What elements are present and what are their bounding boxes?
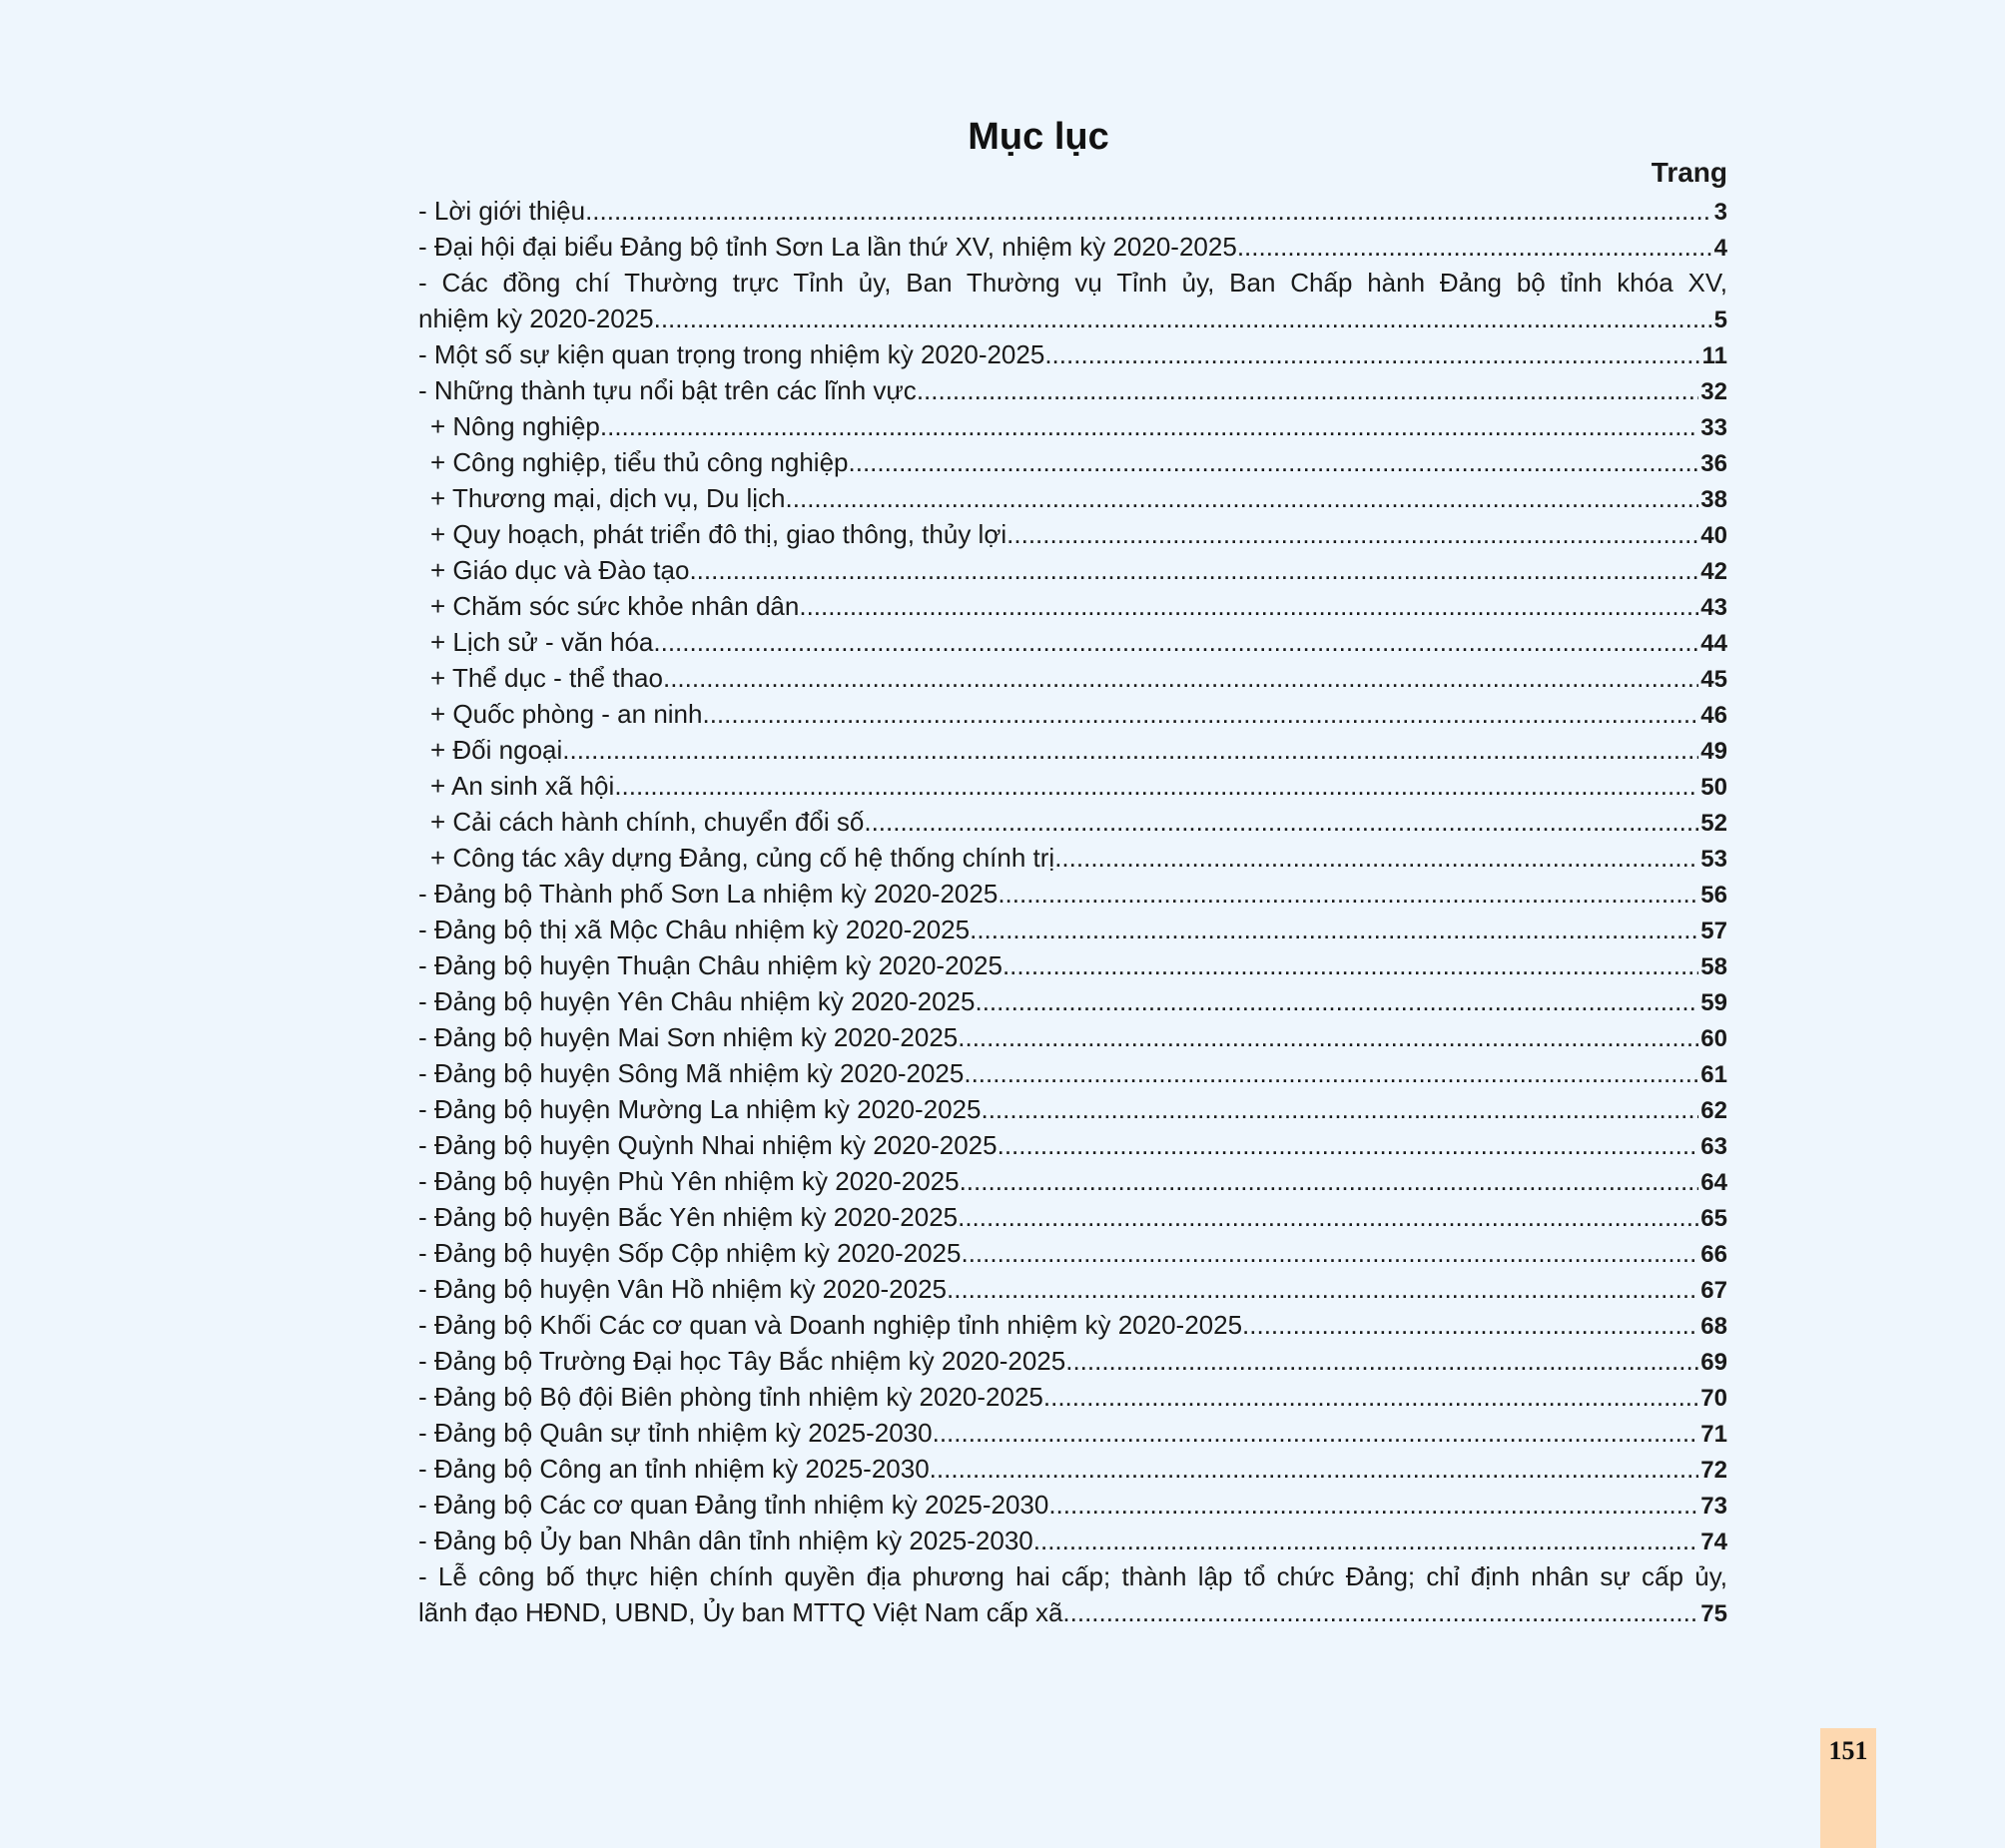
toc-entry-page: 65 xyxy=(1700,1205,1727,1232)
dot-leader xyxy=(1006,516,1698,552)
toc-entry-row xyxy=(418,1343,1727,1379)
toc-entry-label: - Một số sự kiện quan trọng trong nhiệm kỳ 2020-2025 xyxy=(418,339,1045,369)
toc-entry-page: 68 xyxy=(1700,1313,1727,1340)
toc-entry-row xyxy=(418,1271,1727,1307)
dot-leader xyxy=(1043,1379,1698,1415)
toc-entry-row xyxy=(418,696,1727,732)
dot-leader xyxy=(585,193,1712,229)
toc-entry-row xyxy=(418,624,1727,660)
toc-entry[interactable] xyxy=(418,840,1727,876)
dot-leader xyxy=(614,768,1698,804)
toc-entry-row xyxy=(418,1235,1727,1271)
toc-entry-row xyxy=(418,229,1727,265)
table-of-contents xyxy=(418,193,1727,1630)
toc-entry-row xyxy=(418,732,1727,768)
toc-entry-label: - Đảng bộ huyện Bắc Yên nhiệm kỳ 2020-2025 xyxy=(418,1202,959,1232)
page-number-tab xyxy=(1820,1728,1876,1848)
toc-entry-row xyxy=(418,768,1727,804)
toc-entry-page: 33 xyxy=(1700,414,1727,441)
toc-entry-row xyxy=(418,1307,1727,1343)
toc-entry-page: 49 xyxy=(1700,738,1727,765)
toc-entry-page: 45 xyxy=(1700,666,1727,693)
dot-leader xyxy=(654,301,1712,336)
dot-leader xyxy=(1065,1343,1698,1379)
toc-entry-row xyxy=(418,1055,1727,1091)
toc-entry[interactable] xyxy=(418,983,1727,1019)
toc-entry-page: 59 xyxy=(1700,989,1727,1016)
toc-entry-page: 3 xyxy=(1713,199,1727,226)
toc-entry-row xyxy=(418,552,1727,588)
dot-leader xyxy=(964,1055,1698,1091)
toc-entry-label: + Nông nghiệp xyxy=(430,411,600,441)
dot-leader xyxy=(958,1199,1698,1235)
toc-entry-page: 46 xyxy=(1700,702,1727,729)
dot-leader xyxy=(947,1271,1698,1307)
toc-entry-label: + Thể dục - thể thao xyxy=(430,663,663,693)
toc-entry[interactable] xyxy=(418,1343,1727,1379)
toc-entry[interactable] xyxy=(418,1055,1727,1091)
toc-entry-row xyxy=(418,912,1727,947)
toc-entry-row xyxy=(418,1019,1727,1055)
toc-entry-label: - Đảng bộ huyện Quỳnh Nhai nhiệm kỳ 2020-2025 xyxy=(418,1130,998,1160)
toc-entry-row xyxy=(418,301,1727,336)
toc-entry[interactable] xyxy=(418,516,1727,552)
toc-entry[interactable] xyxy=(418,444,1727,480)
toc-entry-label: + Cải cách hành chính, chuyển đổi số xyxy=(430,807,865,837)
dot-leader xyxy=(562,732,1698,768)
dot-leader xyxy=(981,1091,1698,1127)
toc-entry[interactable] xyxy=(418,804,1727,840)
dot-leader xyxy=(849,444,1699,480)
toc-entry-label: - Đảng bộ Ủy ban Nhân dân tỉnh nhiệm kỳ 2025-2030 xyxy=(418,1526,1033,1555)
toc-entry-page: 60 xyxy=(1700,1025,1727,1052)
toc-entry-label: + Quy hoạch, phát triển đô thị, giao thông, thủy lợi xyxy=(430,519,1007,549)
toc-entry[interactable] xyxy=(418,1091,1727,1127)
dot-leader xyxy=(600,408,1698,444)
toc-entry-label: - Đảng bộ huyện Mai Sơn nhiệm kỳ 2020-2025 xyxy=(418,1022,959,1052)
toc-entry-page: 44 xyxy=(1700,630,1727,657)
toc-entry-row xyxy=(418,947,1727,983)
toc-entry[interactable] xyxy=(418,1487,1727,1523)
toc-entry[interactable] xyxy=(418,1379,1727,1415)
toc-entry-page: 66 xyxy=(1700,1241,1727,1268)
toc-entry-page: 53 xyxy=(1700,846,1727,873)
toc-entry-page: 62 xyxy=(1700,1097,1727,1124)
toc-entry-label: - Đảng bộ huyện Mường La nhiệm kỳ 2020-2025 xyxy=(418,1094,982,1124)
toc-entry-row xyxy=(418,1487,1727,1523)
toc-entry-page: 74 xyxy=(1700,1529,1727,1555)
page-column-header: Trang xyxy=(1651,157,1727,188)
toc-entry-page: 11 xyxy=(1701,342,1727,369)
toc-entry-label: nhiệm kỳ 2020-2025 xyxy=(418,304,654,333)
toc-entry-page: 43 xyxy=(1700,594,1727,621)
toc-entry-label: - Đảng bộ huyện Thuận Châu nhiệm kỳ 2020-2025 xyxy=(418,950,1002,980)
toc-entry-label: - Đảng bộ huyện Vân Hồ nhiệm kỳ 2020-2025 xyxy=(418,1274,948,1304)
toc-entry-row xyxy=(418,840,1727,876)
toc-entry-page: 32 xyxy=(1700,378,1727,405)
toc-entry-page: 57 xyxy=(1700,918,1727,944)
toc-entry[interactable] xyxy=(418,480,1727,516)
toc-entry-label: - Đảng bộ huyện Sông Mã nhiệm kỳ 2020-2025 xyxy=(418,1058,965,1088)
toc-entry[interactable] xyxy=(418,660,1727,696)
dot-leader xyxy=(958,1019,1698,1055)
toc-entry-label-line1: - Các đồng chí Thường trực Tỉnh ủy, Ban Thường vụ Tỉnh ủy, Ban Chấp hành Đảng bộ tỉnh khóa XV, xyxy=(418,268,1727,298)
toc-entry-row xyxy=(418,516,1727,552)
toc-entry[interactable] xyxy=(418,1199,1727,1235)
dot-leader xyxy=(998,876,1698,912)
toc-entry-label-line1: - Lễ công bố thực hiện chính quyền địa phương hai cấp; thành lập tổ chức Đảng; chỉ định nhân sự cấp ủy, xyxy=(418,1561,1727,1591)
toc-entry-page: 5 xyxy=(1713,307,1727,333)
toc-entry-label: + Lịch sử - văn hóa xyxy=(430,627,654,657)
toc-entry-page: 61 xyxy=(1700,1061,1727,1088)
toc-entry[interactable] xyxy=(418,588,1727,624)
toc-entry-label: - Đảng bộ huyện Sốp Cộp nhiệm kỳ 2020-2025 xyxy=(418,1238,962,1268)
dot-leader xyxy=(864,804,1698,840)
toc-entry-page: 69 xyxy=(1700,1349,1727,1376)
dot-leader xyxy=(653,624,1698,660)
page-title: Mục lục xyxy=(968,116,1109,158)
toc-entry[interactable] xyxy=(418,552,1727,588)
dot-leader xyxy=(960,1163,1699,1199)
toc-entry[interactable] xyxy=(418,408,1727,444)
toc-entry-row xyxy=(418,1523,1727,1558)
toc-entry-row xyxy=(418,1379,1727,1415)
toc-entry[interactable] xyxy=(418,1307,1727,1343)
dot-leader xyxy=(933,1415,1699,1451)
toc-entry-label: + Đối ngoại xyxy=(430,735,563,765)
dot-leader xyxy=(1048,1487,1698,1523)
toc-entry-row xyxy=(418,480,1727,516)
dot-leader xyxy=(1062,1594,1698,1630)
dot-leader xyxy=(689,552,1698,588)
toc-entry-page: 36 xyxy=(1700,450,1727,477)
dot-leader xyxy=(702,696,1698,732)
toc-entry-page: 70 xyxy=(1700,1385,1727,1412)
toc-entry-label: + Giáo dục và Đào tạo xyxy=(430,555,690,585)
toc-entry-label: - Những thành tựu nổi bật trên các lĩnh vực xyxy=(418,375,917,405)
toc-entry-label: - Đại hội đại biểu Đảng bộ tỉnh Sơn La lần thứ XV, nhiệm kỳ 2020-2025 xyxy=(418,232,1237,262)
toc-entry[interactable] xyxy=(418,1523,1727,1558)
toc-entry[interactable] xyxy=(418,1163,1727,1199)
toc-entry[interactable] xyxy=(418,1019,1727,1055)
dot-leader xyxy=(786,480,1699,516)
toc-entry[interactable] xyxy=(418,947,1727,983)
toc-entry[interactable] xyxy=(418,1451,1727,1487)
toc-entry-page: 73 xyxy=(1700,1493,1727,1520)
dot-leader xyxy=(917,372,1698,408)
toc-entry-label: + Thương mại, dịch vụ, Du lịch xyxy=(430,483,786,513)
toc-entry-label: lãnh đạo HĐND, UBND, Ủy ban MTTQ Việt Nam cấp xã xyxy=(418,1597,1063,1627)
toc-entry-page: 72 xyxy=(1700,1457,1727,1484)
toc-entry[interactable] xyxy=(418,1235,1727,1271)
toc-entry-label: - Đảng bộ Công an tỉnh nhiệm kỳ 2025-2030 xyxy=(418,1454,930,1484)
toc-entry-row xyxy=(418,1451,1727,1487)
toc-entry-page: 67 xyxy=(1700,1277,1727,1304)
toc-entry-label: - Đảng bộ Bộ đội Biên phòng tỉnh nhiệm kỳ 2020-2025 xyxy=(418,1382,1043,1412)
toc-entry[interactable] xyxy=(418,696,1727,732)
dot-leader xyxy=(970,912,1698,947)
toc-entry[interactable] xyxy=(418,624,1727,660)
toc-entry-row xyxy=(418,444,1727,480)
toc-entry-label: + Công tác xây dựng Đảng, củng cố hệ thống chính trị xyxy=(430,843,1055,873)
toc-entry-row xyxy=(418,336,1727,372)
dot-leader xyxy=(799,588,1698,624)
dot-leader xyxy=(998,1127,1699,1163)
toc-entry-row xyxy=(418,372,1727,408)
toc-entry-page: 40 xyxy=(1700,522,1727,549)
toc-entry-row xyxy=(418,983,1727,1019)
toc-entry-label: - Đảng bộ huyện Phù Yên nhiệm kỳ 2020-2025 xyxy=(418,1166,960,1196)
toc-entry-row xyxy=(418,408,1727,444)
toc-entry[interactable] xyxy=(418,768,1727,804)
toc-entry[interactable] xyxy=(418,1127,1727,1163)
toc-entry-label: - Đảng bộ Khối Các cơ quan và Doanh nghiệp tỉnh nhiệm kỳ 2020-2025 xyxy=(418,1310,1243,1340)
toc-entry[interactable] xyxy=(418,265,1727,336)
dot-leader xyxy=(1237,229,1712,265)
dot-leader xyxy=(1054,840,1698,876)
dot-leader xyxy=(1044,336,1699,372)
toc-entry-page: 50 xyxy=(1700,774,1727,801)
dot-leader xyxy=(930,1451,1699,1487)
toc-entry-row xyxy=(418,1415,1727,1451)
toc-entry-label: + Quốc phòng - an ninh xyxy=(430,699,703,729)
page-number: 151 xyxy=(1828,1736,1868,1765)
toc-entry-row xyxy=(418,804,1727,840)
toc-entry-row xyxy=(418,1594,1727,1630)
toc-entry-label: - Lời giới thiệu xyxy=(418,196,586,226)
toc-entry-label: - Đảng bộ Quân sự tỉnh nhiệm kỳ 2025-2030 xyxy=(418,1418,933,1448)
dot-leader xyxy=(975,983,1698,1019)
dot-leader xyxy=(1033,1523,1699,1558)
toc-entry[interactable] xyxy=(418,372,1727,408)
toc-entry-row xyxy=(418,193,1727,229)
toc-entry-page: 56 xyxy=(1700,882,1727,909)
toc-entry-label: - Đảng bộ Các cơ quan Đảng tỉnh nhiệm kỳ 2025-2030 xyxy=(418,1490,1049,1520)
toc-entry[interactable] xyxy=(418,912,1727,947)
toc-entry-label: + Công nghiệp, tiểu thủ công nghiệp xyxy=(430,447,849,477)
toc-entry[interactable] xyxy=(418,1558,1727,1630)
toc-entry[interactable] xyxy=(418,876,1727,912)
toc-entry-row xyxy=(418,1199,1727,1235)
toc-entry-page: 4 xyxy=(1713,235,1727,262)
toc-entry-row xyxy=(418,588,1727,624)
toc-entry-page: 58 xyxy=(1700,953,1727,980)
toc-entry[interactable] xyxy=(418,1415,1727,1451)
toc-entry[interactable] xyxy=(418,336,1727,372)
toc-entry-page: 64 xyxy=(1700,1169,1727,1196)
toc-entry[interactable] xyxy=(418,732,1727,768)
toc-entry-label: - Đảng bộ Thành phố Sơn La nhiệm kỳ 2020-2025 xyxy=(418,879,999,909)
toc-entry-row xyxy=(418,1127,1727,1163)
toc-entry-label: + Chăm sóc sức khỏe nhân dân xyxy=(430,591,800,621)
toc-entry-row xyxy=(418,660,1727,696)
dot-leader xyxy=(1002,947,1698,983)
dot-leader xyxy=(663,660,1698,696)
toc-entry-label: - Đảng bộ Trường Đại học Tây Bắc nhiệm kỳ 2020-2025 xyxy=(418,1346,1066,1376)
dot-leader xyxy=(961,1235,1698,1271)
toc-entry-label: - Đảng bộ thị xã Mộc Châu nhiệm kỳ 2020-2025 xyxy=(418,915,971,944)
toc-entry-row xyxy=(418,1091,1727,1127)
toc-entry[interactable] xyxy=(418,229,1727,265)
toc-entry-row xyxy=(418,1163,1727,1199)
toc-entry-row xyxy=(418,876,1727,912)
toc-entry-page: 38 xyxy=(1700,486,1727,513)
toc-entry[interactable] xyxy=(418,1271,1727,1307)
dot-leader xyxy=(1242,1307,1698,1343)
toc-entry-page: 52 xyxy=(1700,810,1727,837)
toc-entry-page: 63 xyxy=(1700,1133,1727,1160)
toc-entry-label: - Đảng bộ huyện Yên Châu nhiệm kỳ 2020-2025 xyxy=(418,986,976,1016)
toc-entry-page: 75 xyxy=(1700,1600,1727,1627)
toc-entry-page: 71 xyxy=(1700,1421,1727,1448)
toc-entry-page: 42 xyxy=(1700,558,1727,585)
toc-entry-label: + An sinh xã hội xyxy=(430,771,615,801)
toc-entry[interactable] xyxy=(418,193,1727,229)
